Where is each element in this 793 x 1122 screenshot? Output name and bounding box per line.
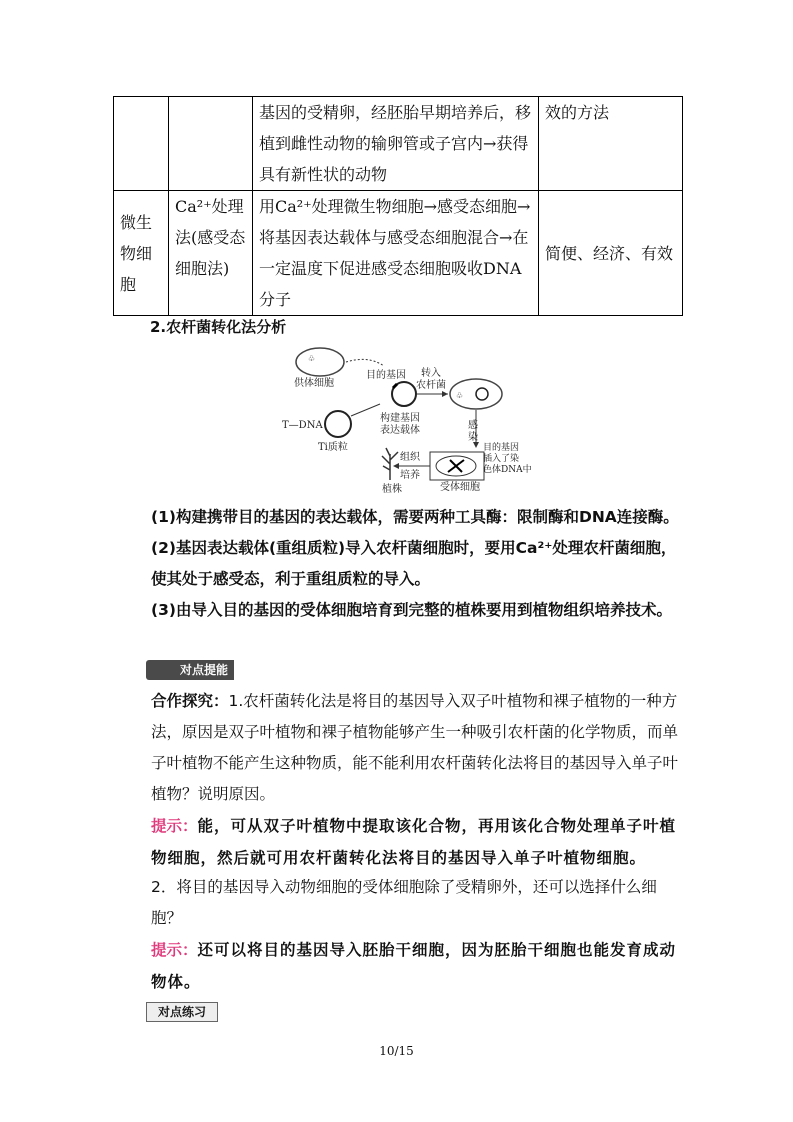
- arrow-plasmid: [351, 404, 380, 416]
- point-3: (3)由导入目的基因的受体细胞培育到完整的植株要用到植物组织培养技术。: [151, 601, 672, 619]
- points-block: [113, 502, 682, 626]
- label-donor-cell: 供体细胞: [294, 378, 334, 389]
- q1-text: 1.农杆菌转化法是将目的基因导入双子叶植物和裸子植物的一种方法，原因是双子叶植物和裸子植物能够产生一种吸引农杆菌的化学物质，而单子叶植物不能产生这种物质，能不能利用农杆菌转化法将目的基因导入单子叶植物？说明原因。: [151, 692, 679, 803]
- label-inserted-2: 插入了染: [483, 454, 520, 464]
- plasmid-in-cell: [476, 388, 488, 400]
- ti-plasmid-shape: [325, 411, 351, 437]
- question-2: [113, 872, 682, 934]
- table-cell: 微生物细胞: [114, 191, 169, 316]
- arrow-head: [393, 463, 399, 469]
- hint-1: [113, 810, 682, 874]
- comparison-table: [113, 96, 683, 316]
- table-cell: [169, 97, 253, 191]
- arrow-head: [442, 391, 448, 397]
- table-row: [114, 191, 683, 316]
- table-row: [114, 97, 683, 191]
- hint2-text: 还可以将目的基因导入胚胎干细胞，因为胚胎干细胞也能发育成动物体。: [151, 940, 677, 991]
- table-cell: 用Ca²⁺处理微生物细胞→感受态细胞→将基因表达载体与感受态细胞混合→在一定温度下促进感受态细胞吸收DNA分子: [253, 191, 539, 316]
- label-build-vector-2: 表达载体: [380, 425, 420, 436]
- inserted-gene-mark: [393, 384, 397, 388]
- nucleus-glyph: ♧: [456, 391, 464, 400]
- chromosome: [448, 460, 464, 472]
- hint1-label: 提示：: [151, 817, 198, 835]
- label-transfer: 转入: [421, 368, 441, 379]
- table-cell: [114, 97, 169, 191]
- label-plant: 植株: [382, 484, 402, 495]
- hint-2: [113, 934, 682, 998]
- question-1: [113, 686, 682, 810]
- label-tissue-2: 培养: [400, 470, 420, 481]
- section-title: 2.农杆菌转化法分析: [150, 318, 287, 336]
- label-tdna: T—DNA: [282, 420, 323, 431]
- label-build-vector-1: 构建基因: [380, 413, 420, 424]
- label-recipient: 受体细胞: [440, 482, 480, 493]
- q1-label: 合作探究：: [151, 692, 229, 710]
- section-badge: 对点提能: [146, 660, 234, 680]
- page-number: 10/15: [379, 1044, 414, 1058]
- nucleus-glyph: ♧: [308, 354, 316, 363]
- point-1: (1)构建携带目的基因的表达载体，需要两种工具酶：限制酶和DNA连接酶。: [151, 508, 679, 526]
- hint2-label: 提示：: [151, 941, 198, 959]
- dna-strand: [346, 359, 384, 366]
- table-cell: Ca²⁺处理法(感受态细胞法): [169, 191, 253, 316]
- table-cell: 简便、经济、有效: [539, 191, 683, 316]
- point-2: (2)基因表达载体(重组质粒)导入农杆菌细胞时，要用Ca²⁺处理农杆菌细胞，使其处于感受态，利于重组质粒的导入。: [151, 539, 677, 588]
- label-infect-1: 感: [468, 420, 478, 431]
- plant-icon: [382, 448, 398, 480]
- q2-text: 2．将目的基因导入动物细胞的受体细胞除了受精卵外，还可以选择什么细胞？: [151, 878, 657, 927]
- label-inserted-3: 色体DNA中: [483, 465, 532, 475]
- donor-cell-shape: [296, 348, 344, 376]
- label-tissue-1: 组织: [400, 452, 420, 463]
- label-agrobacterium: 农杆菌: [416, 380, 446, 391]
- table-cell: 基因的受精卵，经胚胎早期培养后，移植到雌性动物的输卵管或子宫内→获得具有新性状的动物: [253, 97, 539, 191]
- label-target-gene-1: 目的基因: [366, 370, 406, 381]
- table-cell: 效的方法: [539, 97, 683, 191]
- label-infect-2: 染: [468, 432, 478, 443]
- label-inserted-1: 目的基因: [483, 443, 520, 453]
- hint1-text: 能，可从双子叶植物中提取该化合物，再用该化合物处理单子叶植物细胞，然后就可用农杆菌转化法将目的基因导入单子叶植物细胞。: [151, 816, 677, 867]
- agrobacterium-diagram: [280, 344, 550, 496]
- label-ti-plasmid: Ti质粒: [318, 442, 348, 453]
- practice-box: 对点练习: [146, 1002, 218, 1022]
